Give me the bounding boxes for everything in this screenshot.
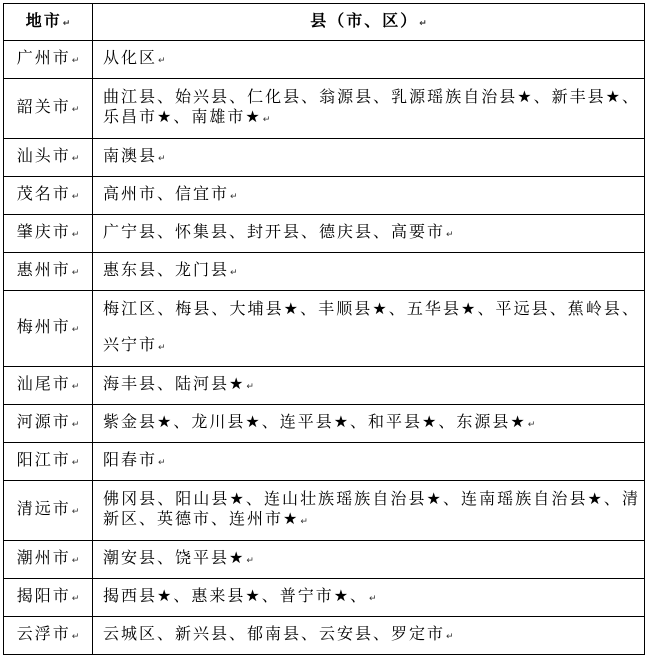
table-header-row [4, 4, 645, 41]
table-row [4, 405, 645, 443]
table-row [4, 579, 645, 617]
city-cell: 汕头市↵ [4, 139, 93, 177]
city-cell: 梅州市↵ [4, 291, 93, 367]
city-cell: 揭阳市↵ [4, 579, 93, 617]
table-row [4, 177, 645, 215]
table-row [4, 443, 645, 481]
table-row [4, 41, 645, 79]
city-cell: 肇庆市↵ [4, 215, 93, 253]
city-cell: 汕尾市↵ [4, 367, 93, 405]
counties-cell: 紫金县★、龙川县★、连平县★、和平县★、东源县★↵ [93, 405, 645, 443]
counties-cell: 曲江县、始兴县、仁化县、翁源县、乳源瑶族自治县★、新丰县★、乐昌市★、南雄市★↵ [93, 79, 645, 139]
city-cell: 阳江市↵ [4, 443, 93, 481]
counties-cell: 佛冈县、阳山县★、连山壮族瑶族自治县★、连南瑶族自治县★、清新区、英德市、连州市★↵ [93, 481, 645, 541]
county-table [3, 3, 645, 655]
counties-cell: 惠东县、龙门县↵ [93, 253, 645, 291]
table-row [4, 481, 645, 541]
header-city: 地市↵ [4, 4, 93, 41]
city-cell: 广州市↵ [4, 41, 93, 79]
counties-cell: 海丰县、陆河县★↵ [93, 367, 645, 405]
counties-cell: 揭西县★、惠来县★、普宁市★、↵ [93, 579, 645, 617]
counties-cell: 从化区↵ [93, 41, 645, 79]
table-row [4, 215, 645, 253]
city-cell: 韶关市↵ [4, 79, 93, 139]
counties-cell: 梅江区、梅县、大埔县★、丰顺县★、五华县★、平远县、蕉岭县、兴宁市↵ [93, 291, 645, 367]
city-cell: 惠州市↵ [4, 253, 93, 291]
table-row [4, 253, 645, 291]
header-counties: 县（市、区）↵ [93, 4, 645, 41]
counties-cell: 广宁县、怀集县、封开县、德庆县、高要市↵ [93, 215, 645, 253]
city-cell: 茂名市↵ [4, 177, 93, 215]
table-row [4, 367, 645, 405]
counties-cell: 云城区、新兴县、郁南县、云安县、罗定市↵ [93, 617, 645, 655]
counties-cell: 阳春市↵ [93, 443, 645, 481]
city-cell: 清远市↵ [4, 481, 93, 541]
counties-cell: 南澳县↵ [93, 139, 645, 177]
counties-cell: 潮安县、饶平县★↵ [93, 541, 645, 579]
table-row [4, 291, 645, 367]
table-row [4, 617, 645, 655]
city-cell: 河源市↵ [4, 405, 93, 443]
counties-cell: 高州市、信宜市↵ [93, 177, 645, 215]
table-row [4, 541, 645, 579]
city-cell: 云浮市↵ [4, 617, 93, 655]
table-row [4, 139, 645, 177]
city-cell: 潮州市↵ [4, 541, 93, 579]
table-row [4, 79, 645, 139]
